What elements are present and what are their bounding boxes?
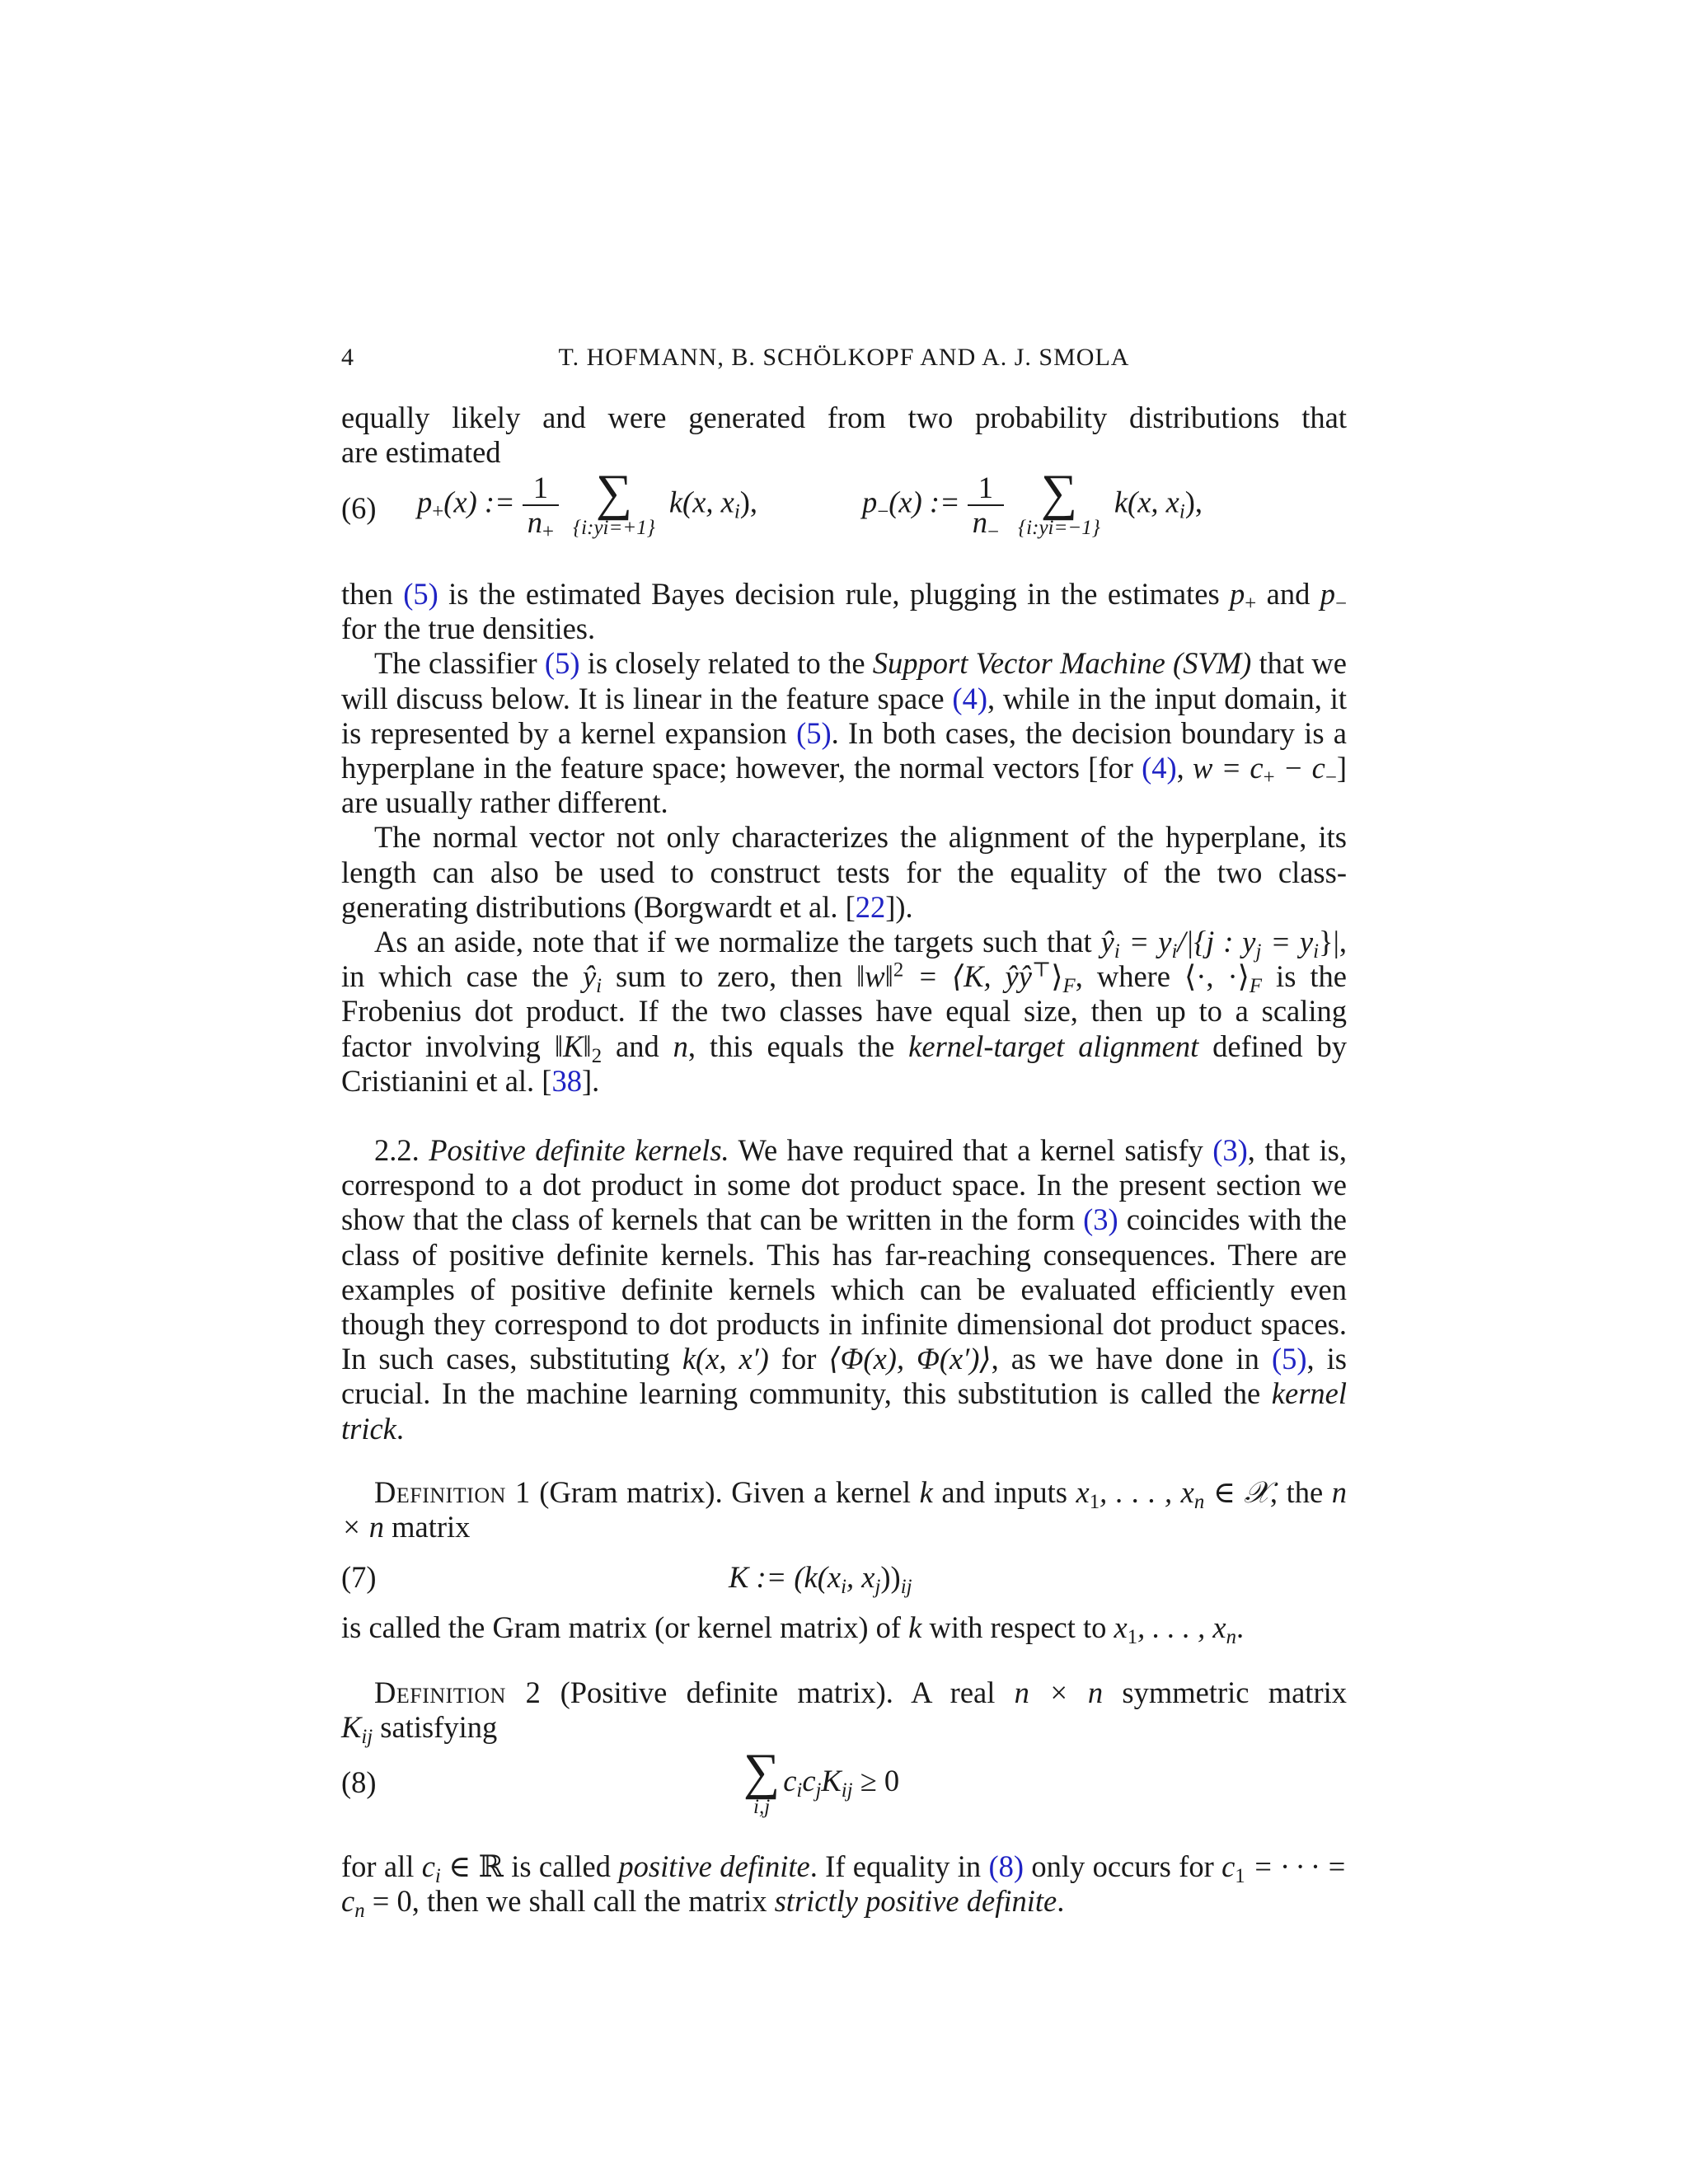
paragraph-intro: equally likely and were generated from two probability distributions that are estimated bbox=[341, 401, 1347, 470]
equation-8: (8) ∑ i,j $c_ic_jK_{ij} \ge 0$ bbox=[341, 1744, 900, 1818]
page-number: 4 bbox=[341, 344, 354, 371]
paragraph-alignment: As an aside, note that if we normalize the targets such that $ŷ_i = y_i/|\{j$ : $y_j = y_i\}|$, in which case the $ŷ_i$ sum to zero, then ‖w‖$^2$ = ⟨K, $ŷŷ^⊤⟩_F$, where ⟨·, $\cdot⟩_F$ is the Frobenius dot product. If the two classes have equal size, then up to a scaling factor involving $‖K‖_2$ and n, this equals the kernel-target alignment defined by Cristianini et al. [38]. bbox=[341, 925, 1348, 1098]
equation-number: (8) bbox=[341, 1765, 377, 1799]
ref-eq-3[interactable]: (3) bbox=[1212, 1133, 1248, 1167]
running-head: T. HOFMANN, B. SCHÖLKOPF AND A. J. SMOLA bbox=[558, 344, 1130, 371]
section-number: 2.2. bbox=[374, 1133, 429, 1167]
ref-eq-5[interactable]: (5) bbox=[796, 715, 832, 750]
ref-38[interactable]: 38 bbox=[551, 1063, 582, 1098]
definition-1: Definition 1 (Gram matrix). Given a kernel k and inputs $x_1$, . . . , $x_n$ ∈ 𝒳, the n × n matrix bbox=[341, 1475, 1348, 1544]
ref-eq-4[interactable]: (4) bbox=[952, 681, 987, 715]
definition-label: Definition 1 bbox=[374, 1475, 531, 1509]
gram-matrix-statement: is called the Gram matrix (or kernel matrix) of k with respect to $x_1$, . . . , $x_n$. bbox=[341, 1610, 1245, 1648]
paper-page: 4 T. HOFMANN, B. SCHÖLKOPF AND A. J. SMOLA equally likely and were generated from two probability distributions that are estimated (6) $p_+(x)$ := $\frac{1}{n_+}$ ∑ {i:yi=+1} k(x, $x_i$), $p_-(x)$ := $\frac{1}{n_-}$ ∑ {i:yi=−1} k(x, $x_i$), then (5) is the estimated Bayes decision rule, plugging in the estimates $p_+$ and $p_-$ for the true densities. The classifier (5) is closely related to the Support Vector Machine (SVM) that we will discuss below. It is linear in the feature space (4), while in the input domain, it is represented by a kernel expansion (5). In both cases, the decision boundary is a hyperplane in the feature space; however, the normal vectors [for (4), $w = c_+ - c_-$] are usually rather different. The normal vector not only characterizes the alignment of the hyperplane, its length can also be used to construct tests for the equality of the two class-generating distributions (Borgwardt et al. [22]). As an aside, note that if we normalize the targets such that $ŷ_i = y_i/|\{j$ : $y_j = y_i\}|$, in which case the $ŷ_i$ sum to zero, then ‖w‖$^2$ = ⟨K, $ŷŷ^⊤⟩_F$, where ⟨·, $\cdot⟩_F$ is the Frobenius dot product. If the two classes have equal size, then up to a scaling factor involving $‖K‖_2$ and n, this equals the kernel-target alignment defined by Cristianini et al. [38]. 2.2. Positive definite kernels. We have required that a kernel satisfy (3), that is, correspond to a dot product in some dot product space. In the present section we show that the class of kernels that can be written in the form (3) coincides with the class of positive definite kernels. This has far-reaching consequences. There are examples of positive definite kernels which can be evaluated efficiently even though they correspond to dot products in infinite dimensional dot product spaces. In such cases, substituting k(x, x′) for ⟨Φ(x), Φ(x′)⟩, as we have done in (5), is crucial. In the machine learning community, this substitution is called the kernel trick. Definition 1 (Gram matrix). Given a kernel k and inputs $x_1$, . . . , $x_n$ ∈ 𝒳, the n × n matrix (7) K := ($k(x_i$, $x_j))_{ij}$ is called the Gram matrix (or kernel matrix) of k with respect to $x_1$, . . . , $x_n$. Definition 2 (Positive definite matrix). A real n × n symmetric matrix $K_{ij}$ satisfying (8) ∑ i,j $c_ic_jK_{ij} \ge 0$ for all $c_i$ ∈ ℝ is called positive definite. If equality in (8) only occurs for $c_1$ = · · · = $c_n = 0$, then we shall call the matrix strictly positive definite. bbox=[341, 0, 1347, 2184]
ref-eq-8[interactable]: (8) bbox=[988, 1849, 1025, 1883]
equation-number: (6) bbox=[341, 491, 377, 525]
equation-6: (6) $p_+(x)$ := $\frac{1}{n_+}$ ∑ {i:yi=+1} k(x, $x_i$), $p_-(x)$ := $\frac{1}{n_-}$ ∑ {i:yi=−1} k(x, $x_i$), bbox=[341, 465, 1203, 543]
equation-number: (7) bbox=[341, 1560, 377, 1594]
section-title: Positive definite kernels. bbox=[429, 1133, 729, 1167]
paragraph-svm: The classifier (5) is closely related to the Support Vector Machine (SVM) that we will discuss below. It is linear in the feature space (4), while in the input domain, it is represented by a kernel expansion (5). In both cases, the decision boundary is a hyperplane in the feature space; however, the normal vectors [for (4), $w = c_+ - c_-$] are usually rather different. bbox=[341, 646, 1347, 820]
paragraph-normal-vector: The normal vector not only characterizes the alignment of the hyperplane, its length can also be used to construct tests for the equality of the two class-generating distributions (Borgwardt et al. [22]). bbox=[341, 820, 1347, 924]
ref-eq-4[interactable]: (4) bbox=[1142, 751, 1177, 785]
definition-label: Definition 2 bbox=[374, 1675, 542, 1709]
ref-eq-3[interactable]: (3) bbox=[1083, 1202, 1118, 1237]
ref-eq-5[interactable]: (5) bbox=[403, 577, 438, 611]
section-2-2 bbox=[341, 1133, 1347, 1446]
ref-22[interactable]: 22 bbox=[855, 889, 886, 924]
paragraph-bayes: then (5) is the estimated Bayes decision rule, plugging in the estimates $p_+$ and $p_-$ for the true densities. bbox=[341, 577, 1348, 646]
paragraph-positive-definite: for all $c_i$ ∈ ℝ is called positive definite. If equality in (8) only occurs for $c_1$ = · · · = $c_n = 0$, then we shall call the matrix strictly positive definite. bbox=[341, 1849, 1348, 1923]
paragraph-positive-definite-kernels: 2.2. Positive definite kernels. We have required that a kernel satisfy (3), that is, correspond to a dot product in some dot product space. In the present section we show that the class of kernels that can be written in the form (3) coincides with the class of positive definite kernels. This has far-reaching consequences. There are examples of positive definite kernels which can be evaluated efficiently even though they correspond to dot products in infinite dimensional dot product spaces. In such cases, substituting k(x, x′) for ⟨Φ(x), Φ(x′)⟩, as we have done in (5), is crucial. In the machine learning community, this substitution is called the kernel trick. bbox=[341, 1133, 1348, 1446]
ref-eq-5[interactable]: (5) bbox=[544, 646, 580, 681]
definition-2: Definition 2 (Positive definite matrix). A real n × n symmetric matrix $K_{ij}$ satisfying bbox=[341, 1675, 1347, 1749]
body-text-section-2-1 bbox=[341, 577, 1347, 1099]
ref-eq-5[interactable]: (5) bbox=[1271, 1342, 1307, 1376]
running-header bbox=[341, 338, 1347, 377]
